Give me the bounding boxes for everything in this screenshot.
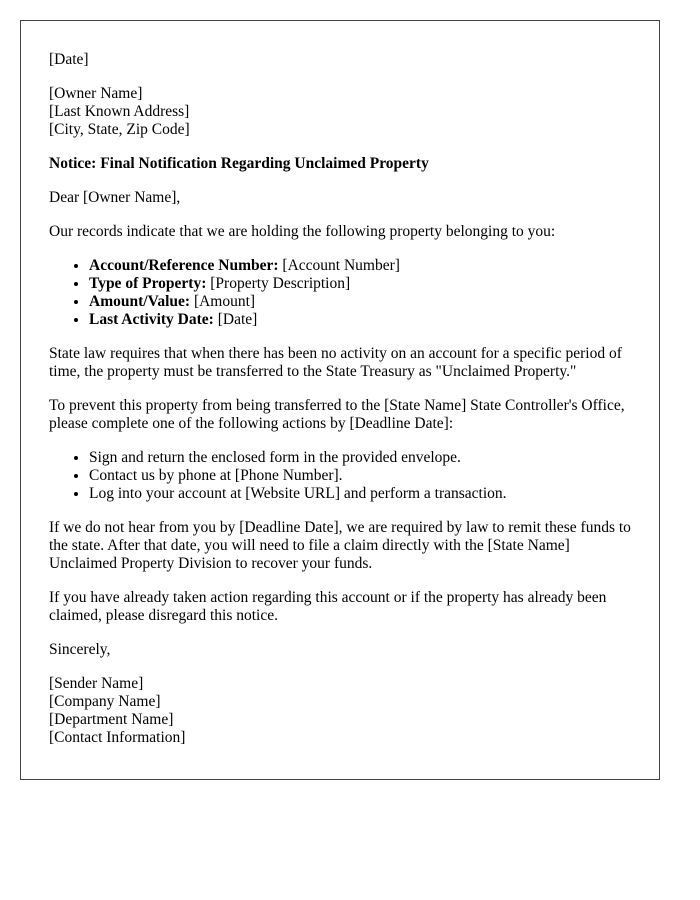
sender-signature-block bbox=[49, 675, 631, 747]
letter-subject: Notice: Final Notification Regarding Unclaimed Property bbox=[49, 155, 429, 172]
letter-page bbox=[20, 20, 660, 780]
sender-name: [Sender Name] bbox=[49, 675, 144, 692]
list-item bbox=[89, 293, 631, 311]
property-item-label: Type of Property: bbox=[89, 275, 207, 292]
property-item-label: Last Activity Date: bbox=[89, 311, 214, 328]
intro-paragraph: Our records indicate that we are holding the following property belonging to you: bbox=[49, 223, 556, 240]
sender-company: [Company Name] bbox=[49, 693, 161, 710]
property-details-list bbox=[49, 257, 631, 329]
property-item-value: [Date] bbox=[217, 311, 258, 328]
law-paragraph: State law requires that when there has been no activity on an account for a specific period of time, the property must be transferred to the State Treasury as "Unclaimed Property." bbox=[49, 345, 622, 380]
recipient-address-block bbox=[49, 85, 631, 139]
prevent-paragraph: To prevent this property from being transferred to the [State Name] State Controller's Office, please complete one of the following actions by [Deadline Date]: bbox=[49, 397, 625, 432]
actions-list bbox=[49, 449, 631, 503]
recipient-name: [Owner Name] bbox=[49, 85, 143, 102]
sender-department: [Department Name] bbox=[49, 711, 174, 728]
property-item-label: Account/Reference Number: bbox=[89, 257, 279, 274]
list-item: • Log into your account at [Website URL] and perform a transaction. bbox=[89, 485, 631, 503]
letter-date: [Date] bbox=[49, 51, 89, 68]
property-item-value: [Account Number] bbox=[282, 257, 400, 274]
disregard-paragraph: If you have already taken action regarding this account or if the property has already been claimed, please disregard this notice. bbox=[49, 589, 607, 624]
sender-contact: [Contact Information] bbox=[49, 729, 186, 746]
closing: Sincerely, bbox=[49, 641, 111, 658]
list-item: • Contact us by phone at [Phone Number]. bbox=[89, 467, 631, 485]
list-item bbox=[89, 311, 631, 329]
list-item bbox=[89, 275, 631, 293]
salutation: Dear [Owner Name], bbox=[49, 189, 181, 206]
recipient-address: [Last Known Address] bbox=[49, 103, 190, 120]
property-item-value: [Amount] bbox=[193, 293, 256, 310]
recipient-city-state-zip: [City, State, Zip Code] bbox=[49, 121, 190, 138]
property-item-label: Amount/Value: bbox=[89, 293, 191, 310]
deadline-paragraph: If we do not hear from you by [Deadline Date], we are required by law to remit these funds to the state. After that date, you will need to file a claim directly with the [State Name] Unclaimed Property Division to recover your funds. bbox=[49, 519, 631, 572]
list-item: • Sign and return the enclosed form in the provided envelope. bbox=[89, 449, 631, 467]
property-item-value: [Property Description] bbox=[210, 275, 351, 292]
list-item bbox=[89, 257, 631, 275]
